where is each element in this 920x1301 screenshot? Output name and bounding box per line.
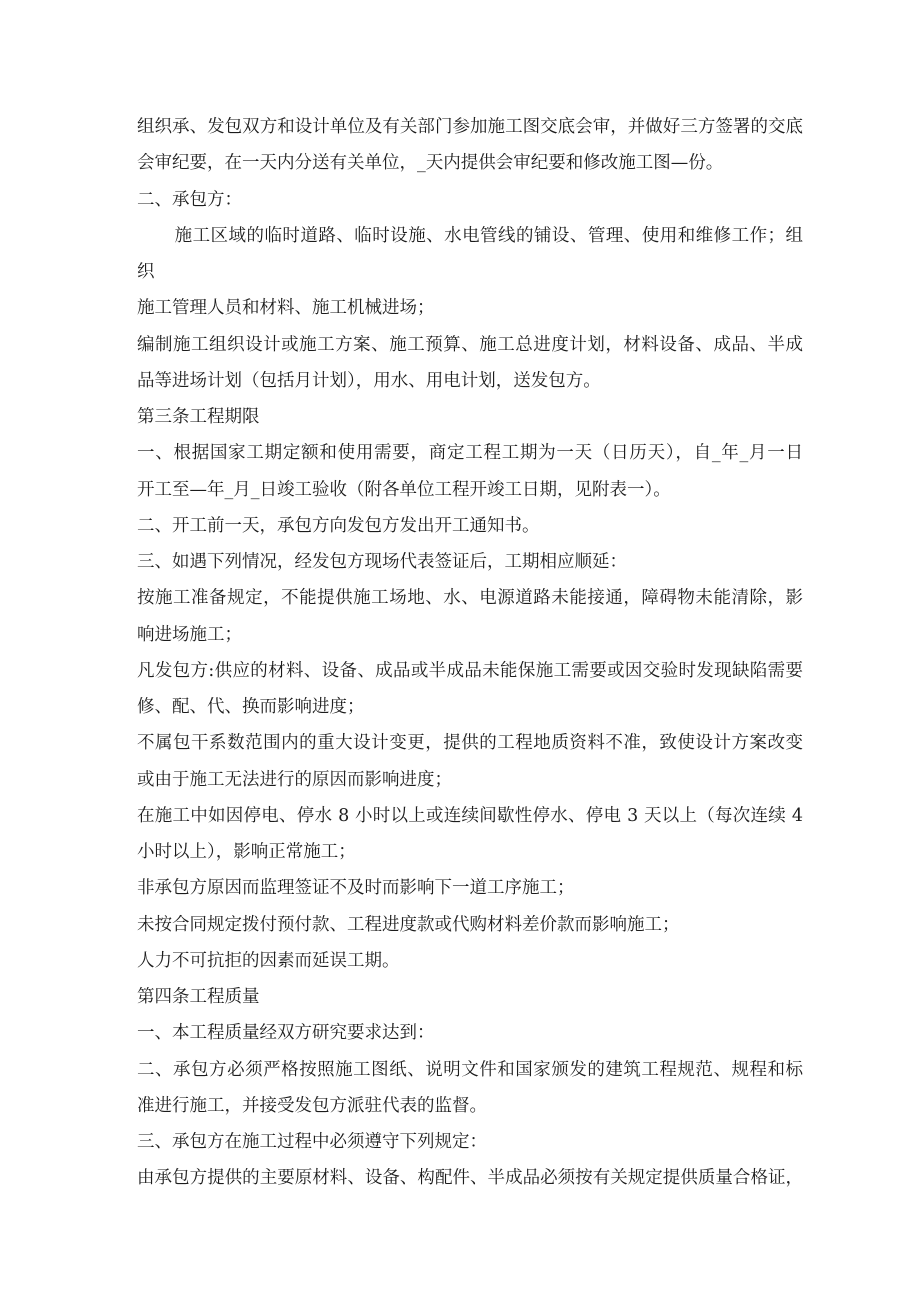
text-line: 编制施工组织设计或施工方案、施工预算、施工总进度计划，材料设备、成品、半成 — [137, 334, 803, 355]
text-line: 一、本工程质量经双方研究要求达到： — [137, 1023, 435, 1044]
text-line: 不属包干系数范围内的重大设计变更，提供的工程地质资料不准，致使设计方案改变 — [137, 733, 803, 754]
text-line: 修、配、代、换而影响进度； — [137, 697, 365, 717]
text-line: 人力不可抗拒的因素而延误工期。 — [137, 950, 400, 971]
text-line: 品等进场计划（包括月计划），用水、用电计划，送发包方。 — [137, 370, 601, 391]
text-line: 二、开工前一天，承包方向发包方发出开工通知书。 — [137, 515, 540, 536]
text-line: 非承包方原因而监理签证不及时而影响下一道工序施工； — [137, 878, 575, 899]
text-line: 组织承、发包双方和设计单位及有关部门参加施工图交底会审，并做好三方签署的交底 — [137, 117, 803, 137]
text-line: 在施工中如因停电、停水 8 小时以上或连续间歇性停水、停电 3 天以上（每次连续 4 — [137, 805, 803, 826]
text-line: 开工至—年_月_日竣工验收（附各单位工程开竣工日期，见附表一）。 — [137, 479, 671, 500]
text-line: 会审纪要，在一天内分送有关单位，_天内提供会审纪要和修改施工图—份。 — [137, 153, 724, 174]
text-line: 三、承包方在施工过程中必须遵守下列规定： — [137, 1132, 487, 1152]
text-line: 第四条工程质量 — [137, 987, 260, 1007]
text-line: 准进行施工，并接受发包方派驻代表的监督。 — [137, 1095, 487, 1116]
text-line: 施工管理人员和材料、施工机械进场； — [137, 298, 435, 319]
text-line: 二、承包方： — [137, 189, 242, 210]
text-line: 按施工准备规定，不能提供施工场地、水、电源道路未能接通，障碍物未能清除，影 — [137, 588, 803, 609]
text-line: 由承包方提供的主要原材料、设备、构配件、半成品必须按有关规定提供质量合格证， — [137, 1168, 803, 1189]
text-line: 响进场施工； — [137, 624, 242, 645]
document-text-block — [137, 109, 803, 1197]
text-line: 未按合同规定拨付预付款、工程进度款或代购材料差价款而影响施工； — [137, 914, 680, 935]
text-line: 一、根据国家工期定额和使用需要，商定工程工期为一天（日历天），自_年_月一日 — [137, 443, 803, 464]
text-line: 施工区域的临时道路、临时设施、水电管线的铺设、管理、使用和维修工作；组织 — [137, 225, 803, 282]
text-line: 或由于施工无法进行的原因而影响进度； — [137, 769, 452, 790]
text-line: 第三条工程期限 — [137, 407, 260, 427]
text-line: 凡发包方:供应的材料、设备、成品或半成品未能保施工需要或因交验时发现缺陷需要 — [137, 660, 803, 681]
text-line: 三、如遇下列情况，经发包方现场代表签证后，工期相应顺延： — [137, 552, 627, 572]
text-line: 二、承包方必须严格按照施工图纸、说明文件和国家颁发的建筑工程规范、规程和标 — [137, 1059, 803, 1080]
text-line: 小时以上），影响正常施工； — [137, 842, 356, 862]
